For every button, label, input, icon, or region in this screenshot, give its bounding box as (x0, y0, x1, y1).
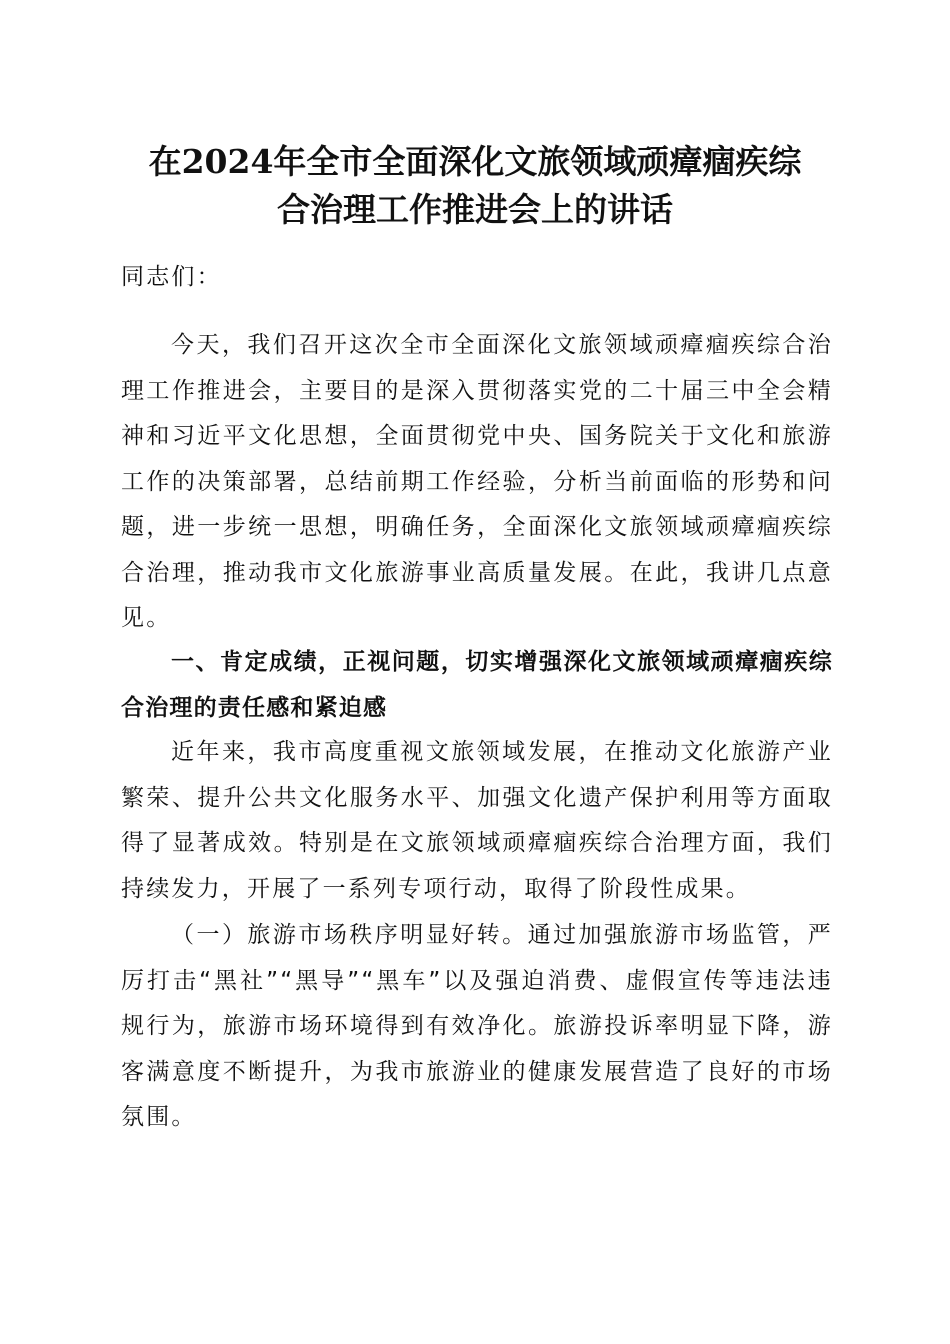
document-title (100, 138, 850, 234)
paragraph-market-order: （一）旅游市场秩序明显好转。通过加强旅游市场监管，严厉打击“黑社”“黑导”“黑车”以及强迫消费、虚假宣传等违法违规行为，旅游市场环境得到有效净化。旅游投诉率明显下降，游客满意度不断提升，为我市旅游业的健康发展营造了良好的市场氛围。 (121, 922, 833, 1130)
section-heading-1: 一、肯定成绩，正视问题，切实增强深化文旅领域顽瘴痼疾综合治理的责任感和紧迫感 (121, 649, 833, 721)
greeting: 同志们： (121, 264, 222, 290)
title-line-1: 在2024年全市全面深化文旅领域顽瘴痼疾综 (148, 142, 802, 181)
paragraph-achievements: 近年来，我市高度重视文旅领域发展，在推动文化旅游产业繁荣、提升公共文化服务水平、加强文化遗产保护利用等方面取得了显著成效。特别是在文旅领域顽瘴痼疾综合治理方面，我们持续发力，开展了一系列专项行动，取得了阶段性成果。 (121, 739, 833, 902)
title-line-2: 合治理工作推进会上的讲话 (277, 190, 673, 229)
paragraph-intro: 今天，我们召开这次全市全面深化文旅领域顽瘴痼疾综合治理工作推进会，主要目的是深入贯彻落实党的二十届三中全会精神和习近平文化思想，全面贯彻党中央、国务院关于文化和旅游工作的决策部署，总结前期工作经验，分析当前面临的形势和问题，进一步统一思想，明确任务，全面深化文旅领域顽瘴痼疾综合治理，推动我市文化旅游事业高质量发展。在此，我讲几点意见。 (121, 332, 833, 631)
